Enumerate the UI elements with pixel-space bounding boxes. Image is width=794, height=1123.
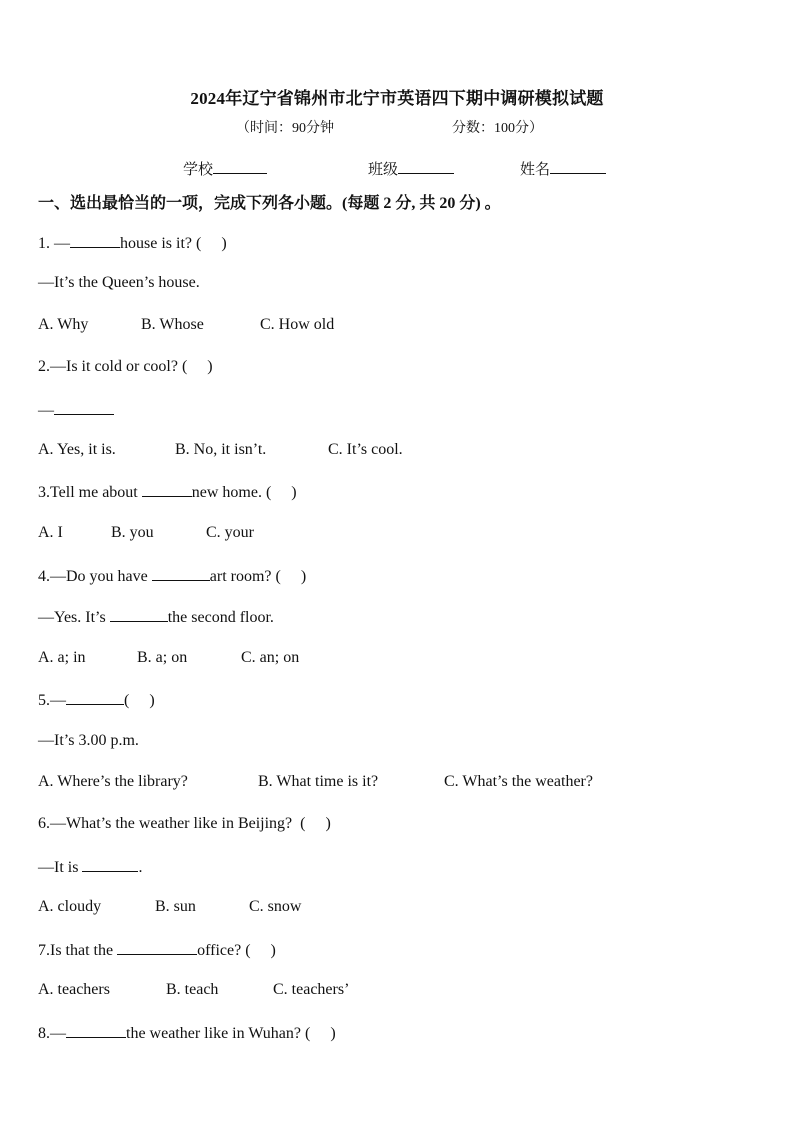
option-a: A. Where’s the library? bbox=[38, 773, 188, 790]
answer-blank bbox=[142, 482, 192, 497]
option-c: C. It’s cool. bbox=[328, 441, 403, 458]
option-c: C. your bbox=[206, 524, 254, 541]
option-a: A. Why bbox=[38, 316, 89, 333]
option-c: C. How old bbox=[260, 316, 335, 333]
option-c: C. snow bbox=[249, 898, 302, 915]
question-1-dialog: —It’s the Queen’s house. bbox=[38, 274, 200, 291]
option-c: C. What’s the weather? bbox=[444, 773, 593, 790]
question-1-options bbox=[38, 316, 334, 334]
option-a: A. I bbox=[38, 524, 63, 541]
question-2-options bbox=[38, 441, 403, 459]
page-title: 2024年辽宁省锦州市北宁市英语四下期中调研模拟试题 bbox=[190, 89, 604, 108]
exam-score: 分数：100分） bbox=[452, 121, 543, 136]
answer-blank bbox=[66, 1023, 126, 1038]
question-5-options bbox=[38, 773, 593, 791]
answer-blank bbox=[54, 400, 114, 415]
class-blank bbox=[398, 159, 454, 174]
question-6-options bbox=[38, 898, 301, 916]
option-a: A. cloudy bbox=[38, 898, 102, 915]
question-3: 3.Tell me about new home. ( ) bbox=[38, 484, 297, 501]
option-c: C. teachers’ bbox=[273, 981, 350, 998]
question-2: 2.—Is it cold or cool? ( ) bbox=[38, 358, 213, 375]
class-label: 班级 bbox=[368, 162, 399, 178]
option-a: A. a; in bbox=[38, 649, 86, 666]
answer-blank bbox=[117, 940, 197, 955]
question-1: 1. — house is it? ( ) bbox=[38, 235, 227, 252]
question-4-options bbox=[38, 649, 299, 667]
question-7-options bbox=[38, 981, 349, 999]
question-5: 5.— ( ) bbox=[38, 692, 155, 709]
option-b: B. teach bbox=[166, 981, 219, 998]
answer-blank bbox=[152, 566, 210, 581]
question-4-dialog: —Yes. It’s the second floor. bbox=[38, 609, 274, 626]
answer-blank bbox=[70, 233, 120, 248]
option-b: B. sun bbox=[155, 898, 196, 915]
option-c: C. an; on bbox=[241, 649, 300, 666]
option-b: B. No, it isn’t. bbox=[175, 441, 267, 458]
question-7: 7.Is that the office? ( ) bbox=[38, 942, 276, 959]
option-a: A. Yes, it is. bbox=[38, 441, 116, 458]
exam-time: （时间：90分钟 bbox=[236, 121, 334, 136]
answer-blank bbox=[66, 690, 124, 705]
answer-blank bbox=[82, 857, 138, 872]
school-field bbox=[183, 158, 267, 179]
question-2-dialog: — bbox=[38, 400, 114, 420]
option-b: B. a; on bbox=[137, 649, 188, 666]
option-b: B. What time is it? bbox=[258, 773, 379, 790]
section-title: 一、选出最恰当的一项，完成下列各小题。(每题 2 分, 共 20 分) 。 bbox=[38, 195, 501, 212]
question-4: 4.—Do you have art room? ( ) bbox=[38, 568, 307, 585]
class-field bbox=[368, 158, 454, 179]
name-label: 姓名 bbox=[520, 162, 551, 178]
school-blank bbox=[213, 159, 267, 174]
option-a: A. teachers bbox=[38, 981, 110, 998]
answer-blank bbox=[110, 607, 168, 622]
question-8: 8.— the weather like in Wuhan? ( ) bbox=[38, 1025, 336, 1042]
school-label: 学校 bbox=[183, 162, 214, 178]
question-3-options bbox=[38, 524, 254, 542]
name-field bbox=[520, 158, 606, 179]
question-6: 6.—What’s the weather like in Beijing? ( ) bbox=[38, 815, 331, 832]
question-6-dialog: —It is . bbox=[38, 859, 143, 876]
option-b: B. you bbox=[111, 524, 154, 541]
option-b: B. Whose bbox=[141, 316, 204, 333]
name-blank bbox=[550, 159, 606, 174]
question-5-dialog: —It’s 3.00 p.m. bbox=[38, 732, 139, 749]
